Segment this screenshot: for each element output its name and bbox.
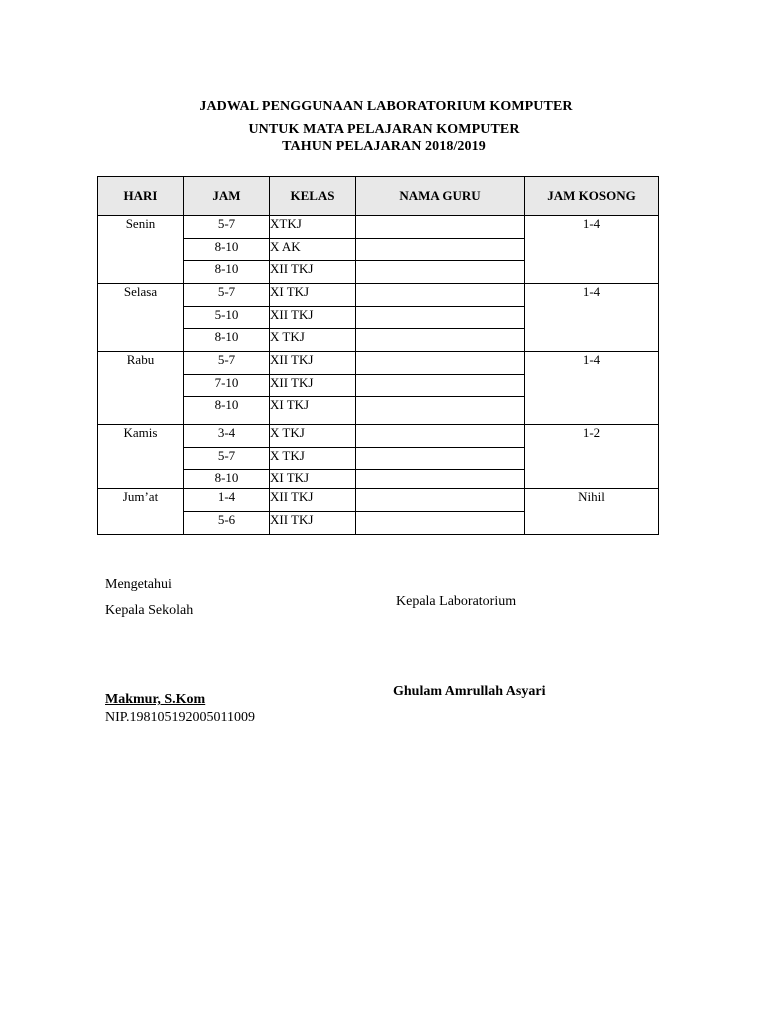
class-cell: XII TKJ <box>270 375 356 397</box>
teacher-name-cell <box>356 284 525 307</box>
time-cell: 5-7 <box>184 448 270 470</box>
table-row <box>98 352 659 375</box>
time-cell: 8-10 <box>184 239 270 261</box>
day-cell: Selasa <box>98 284 184 352</box>
free-period-cell: Nihil <box>525 489 659 535</box>
day-cell: Jum’at <box>98 489 184 535</box>
class-cell: XI TKJ <box>270 397 356 425</box>
class-cell: X TKJ <box>270 425 356 448</box>
free-period-cell: 1-4 <box>525 352 659 425</box>
teacher-name-cell <box>356 329 525 352</box>
teacher-name-cell <box>356 489 525 512</box>
teacher-name-cell <box>356 397 525 425</box>
table-row <box>98 489 659 512</box>
lab-head-title: Kepala Laboratorium <box>396 594 517 609</box>
time-cell: 5-7 <box>184 284 270 307</box>
day-cell: Rabu <box>98 352 184 425</box>
lab-head-name: Ghulam Amrullah Asyari <box>393 684 546 699</box>
day-cell: Kamis <box>98 425 184 489</box>
teacher-name-cell <box>356 261 525 284</box>
time-cell: 8-10 <box>184 470 270 489</box>
academic-year: TAHUN PELAJARAN 2018/2019 <box>282 139 486 154</box>
teacher-name-cell <box>356 216 525 239</box>
free-period-cell: 1-4 <box>525 216 659 284</box>
schedule-table <box>97 176 659 535</box>
time-cell: 5-6 <box>184 512 270 535</box>
teacher-name-cell <box>356 425 525 448</box>
class-cell: XII TKJ <box>270 512 356 535</box>
document-subtitle: UNTUK MATA PELAJARAN KOMPUTER <box>248 122 520 137</box>
time-cell: 7-10 <box>184 375 270 397</box>
teacher-name-cell <box>356 375 525 397</box>
time-cell: 8-10 <box>184 261 270 284</box>
column-header-nama-guru: NAMA GURU <box>356 177 525 216</box>
time-cell: 5-10 <box>184 307 270 329</box>
teacher-name-cell <box>356 307 525 329</box>
column-header-kelas: KELAS <box>270 177 356 216</box>
table-row <box>98 425 659 448</box>
time-cell: 5-7 <box>184 352 270 375</box>
teacher-name-cell <box>356 352 525 375</box>
teacher-name-cell <box>356 239 525 261</box>
column-header-jam: JAM <box>184 177 270 216</box>
table-row <box>98 216 659 239</box>
free-period-cell: 1-2 <box>525 425 659 489</box>
class-cell: XI TKJ <box>270 470 356 489</box>
class-cell: XI TKJ <box>270 284 356 307</box>
class-cell: X TKJ <box>270 329 356 352</box>
class-cell: X AK <box>270 239 356 261</box>
column-header-jam-kosong: JAM KOSONG <box>525 177 659 216</box>
teacher-name-cell <box>356 470 525 489</box>
free-period-cell: 1-4 <box>525 284 659 352</box>
principal-name: Makmur, S.Kom <box>105 692 206 707</box>
teacher-name-cell <box>356 448 525 470</box>
schedule-body <box>98 216 659 535</box>
class-cell: XII TKJ <box>270 307 356 329</box>
teacher-name-cell <box>356 512 525 535</box>
time-cell: 8-10 <box>184 397 270 425</box>
time-cell: 5-7 <box>184 216 270 239</box>
class-cell: XII TKJ <box>270 489 356 512</box>
time-cell: 1-4 <box>184 489 270 512</box>
document-title: JADWAL PENGGUNAAN LABORATORIUM KOMPUTER <box>199 99 573 114</box>
class-cell: XII TKJ <box>270 352 356 375</box>
table-row <box>98 284 659 307</box>
time-cell: 8-10 <box>184 329 270 352</box>
principal-nip: NIP.198105192005011009 <box>105 710 255 725</box>
class-cell: XII TKJ <box>270 261 356 284</box>
time-cell: 3-4 <box>184 425 270 448</box>
day-cell: Senin <box>98 216 184 284</box>
column-header-hari: HARI <box>98 177 184 216</box>
table-header-row <box>98 177 659 216</box>
class-cell: X TKJ <box>270 448 356 470</box>
acknowledged-label: Mengetahui <box>105 577 172 592</box>
principal-title: Kepala Sekolah <box>105 603 194 618</box>
class-cell: XTKJ <box>270 216 356 239</box>
